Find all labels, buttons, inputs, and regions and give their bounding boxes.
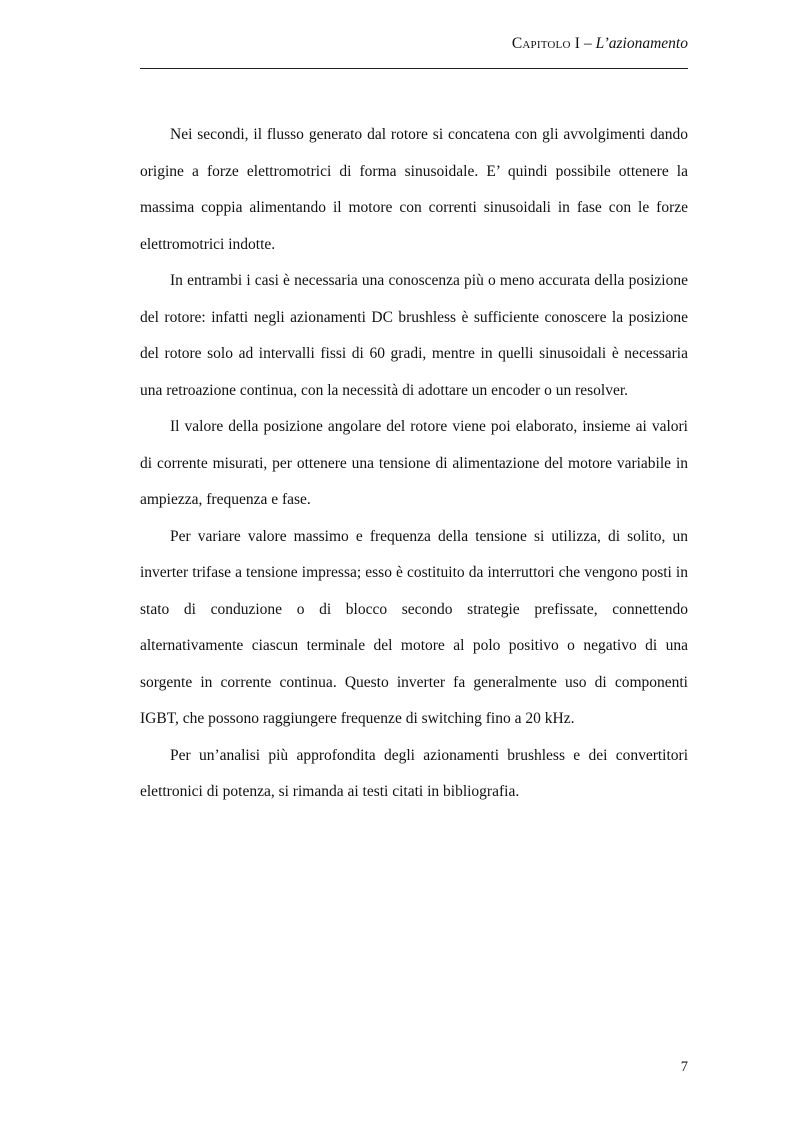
- chapter-subtitle: L’azionamento: [595, 35, 688, 52]
- paragraph-2: In entrambi i casi è necessaria una conoscenza più o meno accurata della posizione del rotore: infatti negli azionamenti DC brushless è sufficiente conoscere la posizione del rotore solo ad intervalli fissi di 60 gradi, mentre in quelli sinusoidali è necessaria una retroazione continua, con la necessità di adottare un encoder o un resolver.: [140, 272, 688, 399]
- paragraph-3: Il valore della posizione angolare del rotore viene poi elaborato, insieme ai valori di corrente misurati, per ottenere una tensione di alimentazione del motore variabile in ampiezza, frequenza e fase.: [140, 418, 688, 508]
- header-rule: [140, 68, 688, 69]
- paragraph-1: Nei secondi, il flusso generato dal rotore si concatena con gli avvolgimenti dando origine a forze elettromotrici di forma sinusoidale. E’ quindi possibile ottenere la massima coppia alimentando il motore con correnti sinusoidali in fase con le forze elettromotrici indotte.: [140, 126, 688, 253]
- page-number: 7: [680, 1059, 688, 1075]
- paragraph-5: Per un’analisi più approfondita degli azionamenti brushless e dei convertitori elettronici di potenza, si rimanda ai testi citati in bibliografia.: [140, 746, 688, 800]
- header-separator: –: [580, 35, 596, 52]
- running-header: [140, 34, 688, 54]
- paragraph-4: Per variare valore massimo e frequenza della tensione si utilizza, di solito, un inverter trifase a tensione impressa; esso è costituito da interruttori che vengono posti in stato di conduzione o di blocco secondo strategie prefissate, connettendo alternativamente ciascun terminale del motore al polo positivo o negativo di una sorgente in corrente continua. Questo inverter fa generalmente uso di componenti IGBT, che possono raggiungere frequenze di switching fino a 20 kHz.: [140, 527, 688, 727]
- chapter-label: Capitolo I: [511, 35, 581, 52]
- body-text: [140, 117, 688, 811]
